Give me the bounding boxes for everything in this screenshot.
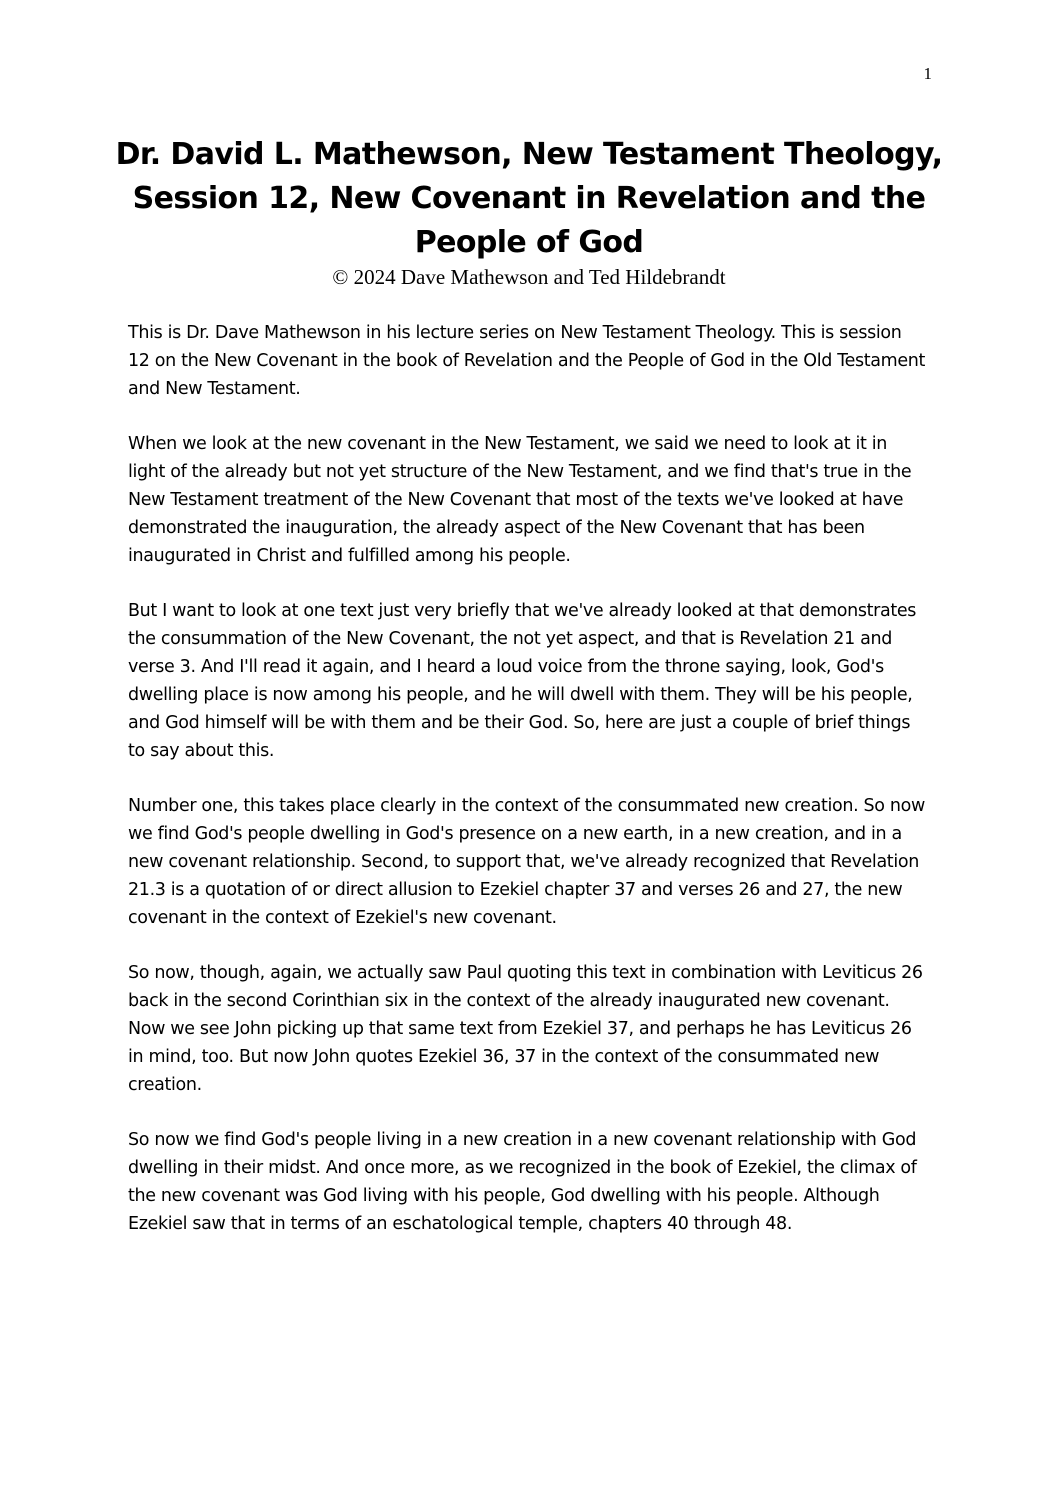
document-title xyxy=(110,133,948,265)
title-line-1: Dr. David L. Mathewson, New Testament Theology, xyxy=(115,137,943,172)
paragraph-4: Number one, this takes place clearly in the context of the consummated new creation. So now we find God's people dwelling in God's presence on a new earth, in a new creation, and in a new covenant relationship. Second, to support that, we've already recognized that Revelation 21.3 is a quotation of or direct allusion to Ezekiel chapter 37 and verses 26 and 27, the new covenant in the context of Ezekiel's new covenant. xyxy=(128,796,925,928)
paragraph-5: So now, though, again, we actually saw Paul quoting this text in combination with Leviticus 26 back in the second Corinthian six in the context of the already inaugurated new covenant. Now we see John picking up that same text from Ezekiel 37, and perhaps he has Leviticus 26 in mind, too. But now John quotes Ezekiel 36, 37 in the context of the consummated new creation. xyxy=(128,963,923,1095)
paragraph-2: When we look at the new covenant in the New Testament, we said we need to look at it in light of the already but not yet structure of the New Testament, and we find that's true in the New Testament treatment of the New Covenant that most of the texts we've looked at have demonstrated the inauguration, the already aspect of the New Covenant that has been inaugurated in Christ and fulfilled among his people. xyxy=(128,434,912,566)
title-line-3: People of God xyxy=(414,225,644,260)
document-body xyxy=(128,319,928,1265)
title-line-2: Session 12, New Covenant in Revelation and the xyxy=(132,181,926,216)
paragraph-1: This is Dr. Dave Mathewson in his lecture series on New Testament Theology. This is session 12 on the New Covenant in the book of Revelation and the People of God in the Old Testament and New Testament. xyxy=(128,323,926,399)
paragraph-3: But I want to look at one text just very briefly that we've already looked at that demonstrates the consummation of the New Covenant, the not yet aspect, and that is Revelation 21 and verse 3. And I'll read it again, and I heard a loud voice from the throne saying, look, God's dwelling place is now among his people, and he will dwell with them. They will be his people, and God himself will be with them and be their God. So, here are just a couple of brief things to say about this. xyxy=(128,601,917,761)
copyright-line: © 2024 Dave Mathewson and Ted Hildebrandt xyxy=(332,265,726,289)
document-header xyxy=(110,133,948,289)
paragraph-6: So now we find God's people living in a new creation in a new covenant relationship with God dwelling in their midst. And once more, as we recognized in the book of Ezekiel, the climax of the new covenant was God living with his people, God dwelling with his people. Although Ezekiel saw that in terms of an eschatological temple, chapters 40 through 48. xyxy=(128,1130,917,1234)
page-number: 1 xyxy=(923,64,932,83)
